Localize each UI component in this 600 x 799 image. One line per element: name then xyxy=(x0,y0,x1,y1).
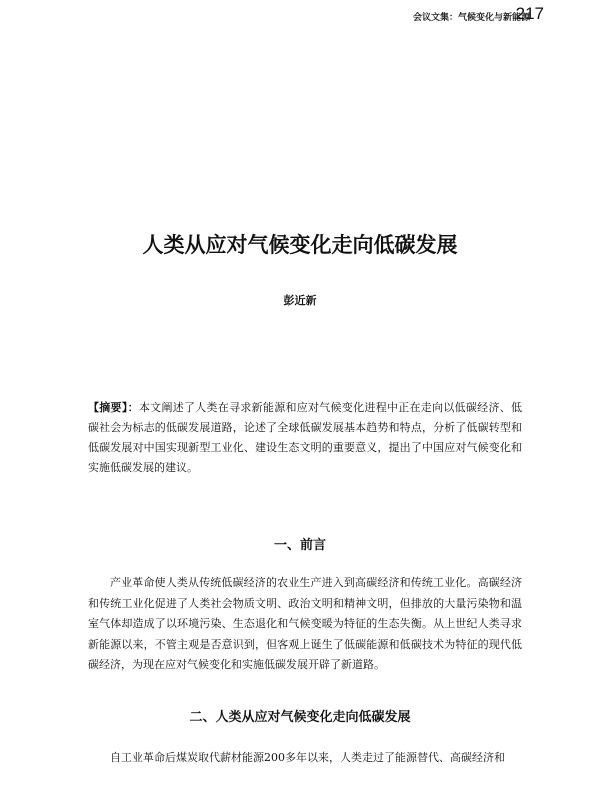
article-author: 彭近新 xyxy=(283,294,317,307)
section-1-heading: 一、前言 xyxy=(273,538,326,553)
page-number: 217 xyxy=(515,4,544,23)
section-1-paragraph: 产业革命使人类从传统低碳经济的农业生产进入到高碳经济和传统工业化。高碳经济和传统工业化促进了人类社会物质文明、政治文明和精神文明，但排放的大量污染物和温室气体却造成了以环境污染、生态退化和气候变暖为特征的生态失衡。从上世纪人类寻求新能源以来，不管主观是否意识到，但客观上诞生了低碳能源和低碳技术为特征的现代低碳经济，为现在应对气候变化和实施低碳发展开辟了新道路。 xyxy=(88,576,522,671)
section-2-heading: 二、人类从应对气候变化走向低碳发展 xyxy=(189,710,411,725)
running-head: 会议文集：气候变化与新能源 xyxy=(412,13,530,23)
article-title: 人类从应对气候变化走向低碳发展 xyxy=(142,233,458,257)
abstract xyxy=(88,398,522,478)
section-2-paragraph: 自工业革命后煤炭取代薪材能源200多年以来，人类走过了能源替代、高碳经济和 xyxy=(110,751,505,764)
abstract-label: 【摘要】： xyxy=(88,401,139,414)
abstract-text: 本文阐述了人类在寻求新能源和应对气候变化进程中正在走向以低碳经济、低碳社会为标志的低碳发展道路，论述了全球低碳发展基本趋势和特点，分析了低碳转型和低碳发展对中国实现新型工业化、建设生态文明的重要意义，提出了中国应对气候变化和实施低碳发展的建议。 xyxy=(88,401,523,474)
